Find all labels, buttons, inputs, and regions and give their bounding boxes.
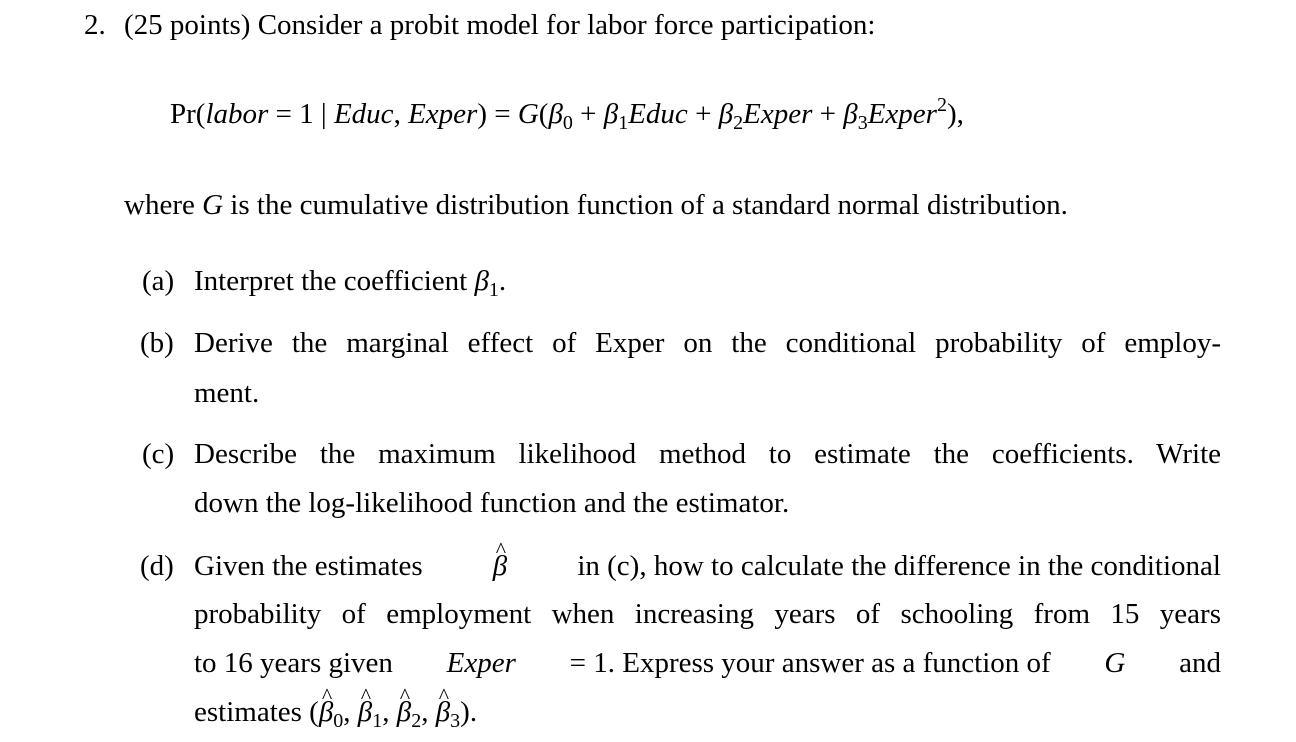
eq-plus2: + <box>687 98 719 130</box>
part-c-line1: Describe the maximum likelihood method to estimate the coefficients. Write <box>194 438 1221 470</box>
part-a-beta1: $\beta_1$ <box>474 265 499 301</box>
where-text: is the cumulative distribution function of a standard normal distribution. <box>230 189 1068 221</box>
eq-pr: Pr( <box>170 98 206 130</box>
problem-number: 2. <box>84 9 106 41</box>
eq-beta0: $\beta_0$ <box>548 98 573 134</box>
probit-equation <box>170 94 964 134</box>
part-d-line3-pre: to 16 years given <box>194 647 393 679</box>
part-d-line4-pre: estimates <box>194 696 302 728</box>
where-prefix: where <box>124 189 195 221</box>
part-d-line1-post: in (c), how to calculate the difference in the conditional <box>577 550 1221 582</box>
eq-beta3-exper2: $\beta_3Exper^2$ <box>843 94 947 134</box>
part-d-label: (d) <box>140 550 174 582</box>
part-d-line1-pre: Given the estimates <box>194 550 423 582</box>
part-d-beta2-hat: ^ $\beta_2$ <box>397 695 421 732</box>
eq-comma: , <box>393 98 409 130</box>
part-d-beta0-hat: ^ $\beta_0$ <box>319 695 343 732</box>
eq-educ: Educ <box>333 98 394 130</box>
part-a-body: Interpret the coefficient <box>194 265 468 297</box>
eq-close: ), <box>946 98 964 130</box>
part-d-line4: estimates (^ $\beta_0$, ^ $\beta_1$, ^ $\beta_2$, ^ $\beta_3$). <box>194 695 477 732</box>
eq-beta2-exper: $\beta_2Exper$ <box>718 98 813 134</box>
part-d-line3-exper: Exper <box>446 647 516 679</box>
part-d-line3-and: and <box>1179 647 1221 679</box>
part-d-beta-hat: ^ β <box>493 549 507 583</box>
part-d-beta3-hat: ^ $\beta_3$ <box>436 695 460 732</box>
part-b-line2: ment. <box>194 377 260 409</box>
problem-heading: (25 points) Consider a probit model for labor force participation: <box>124 9 876 41</box>
where-g: G <box>202 189 224 221</box>
part-d-line3-g: G <box>1104 647 1126 679</box>
eq-plus3: + <box>812 98 844 130</box>
eq-labor: labor <box>205 98 269 130</box>
eq-beta1-educ: $\beta_1Educ$ <box>603 98 688 134</box>
part-d-line2: probability of employment when increasing years of schooling from 15 years <box>194 598 1221 630</box>
part-c-line2: down the log-likelihood function and the estimator. <box>194 487 790 519</box>
eq-rhs-open: ) = <box>477 98 518 130</box>
part-a-text: Interpret the coefficient $\beta_1$. <box>194 265 507 301</box>
part-b-line1: Derive the marginal effect of Exper on the conditional probability of employ- <box>194 327 1221 359</box>
part-d-line3 <box>194 646 1221 680</box>
part-a-label: (a) <box>142 265 175 297</box>
part-d-line1 <box>194 549 1221 583</box>
part-d-line3-mid: = 1. Express your answer as a function of <box>569 647 1051 679</box>
eq-plus1: + <box>572 98 604 130</box>
part-c-label: (c) <box>142 438 175 470</box>
part-d-beta1-hat: ^ $\beta_1$ <box>358 695 382 732</box>
part-b-label: (b) <box>140 327 174 359</box>
eq-paren: ( <box>538 98 549 130</box>
eq-g: G <box>517 98 539 130</box>
eq-cond: = 1 | <box>268 98 334 130</box>
where-line <box>124 188 1068 222</box>
eq-exper: Exper <box>408 98 478 130</box>
